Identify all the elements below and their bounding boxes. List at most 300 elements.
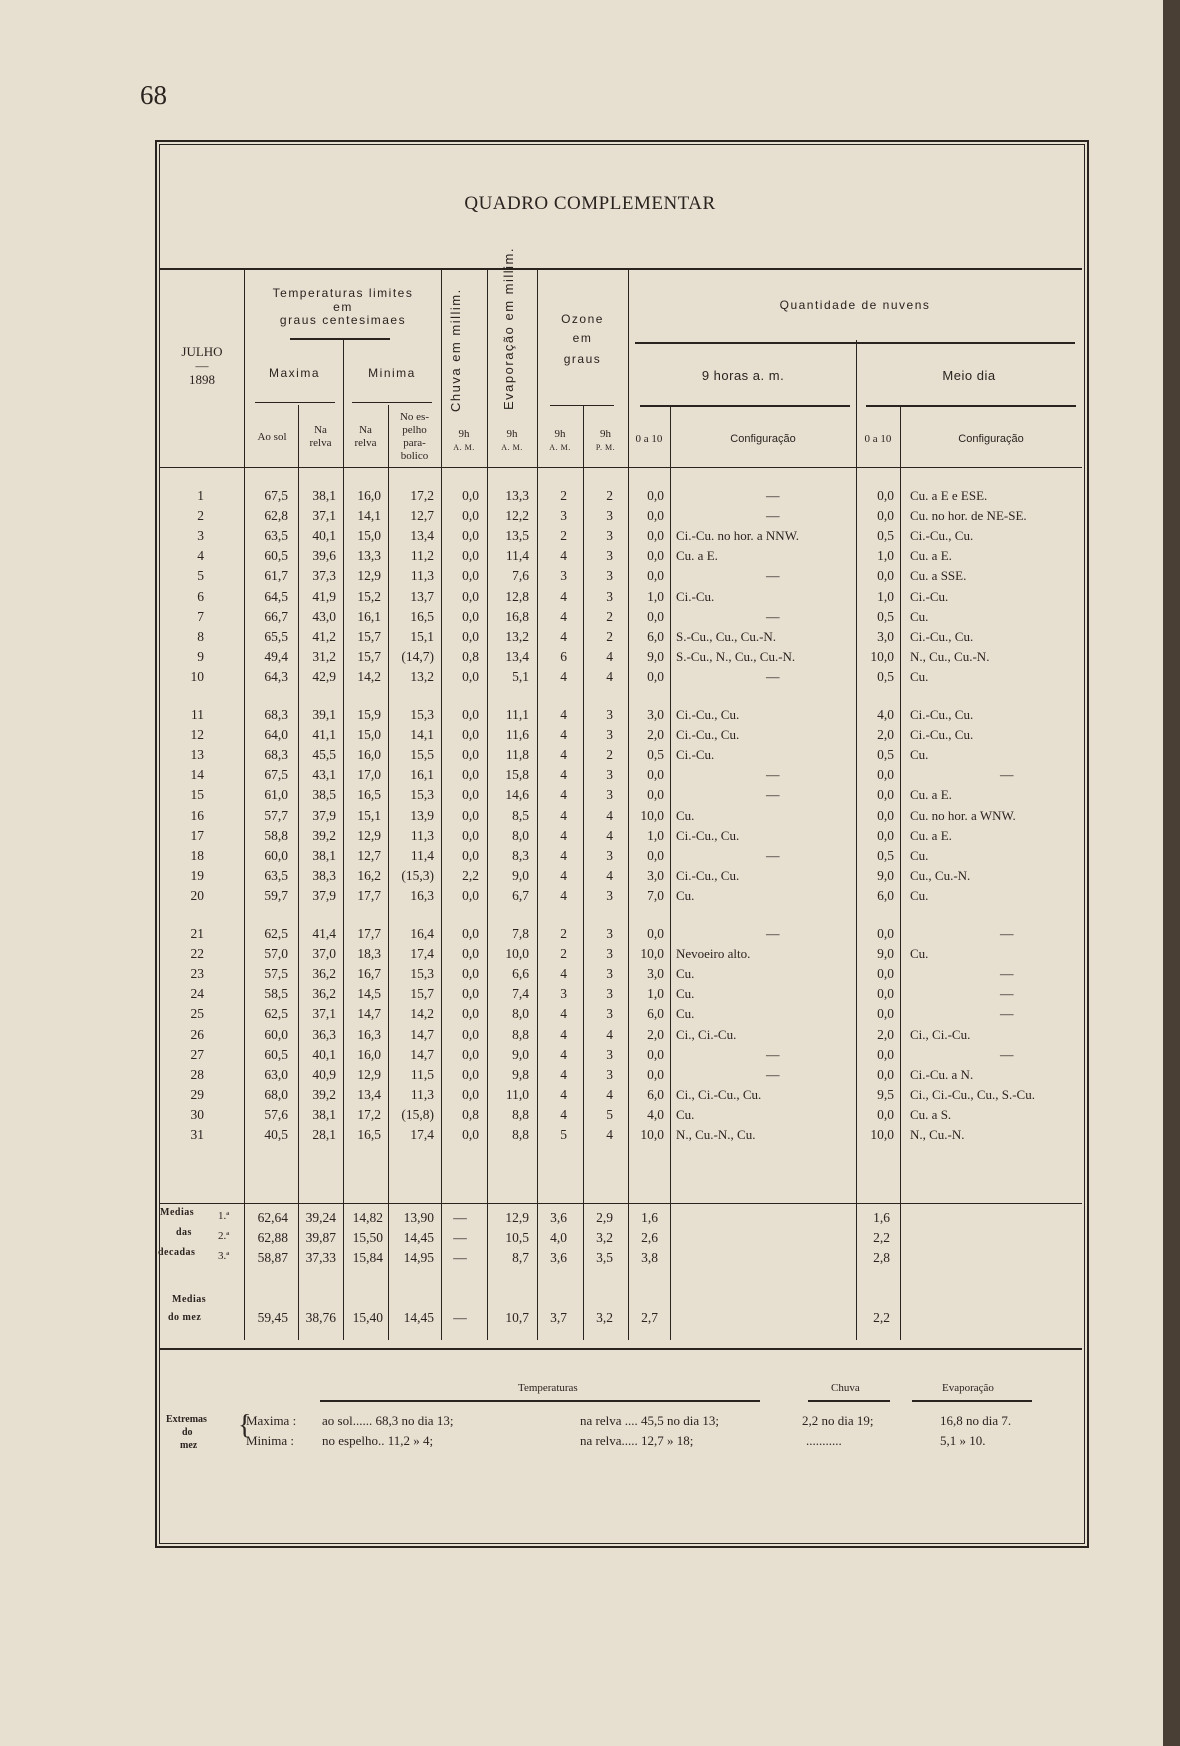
cell-nuvens-meio-dia: 2,0 [877,727,894,743]
cell-chuva: 0,0 [462,508,479,524]
cell-min-espelho: 16,4 [410,926,434,941]
cell-ozone-pm: 2 [606,628,613,644]
cell-chuva: 0,0 [462,588,479,604]
cell-nuvens-meio-dia: 0,0 [877,488,894,503]
cell-max-sol: 59,7 [264,887,288,903]
cell-max-sol: 49,4 [264,648,288,664]
cell-max-relva: 37,1 [312,1006,336,1022]
cell-day: 3 [197,528,204,544]
cell-config-meio-dia: Ci.-Cu., Cu. [910,628,974,644]
cell-chuva: 0,8 [462,1106,479,1122]
medias-row [0,1230,1180,1250]
cell-max-relva: 40,9 [312,1066,336,1082]
header-espelho-2: pelho [402,424,427,436]
cell-nuvens-9h: 0,0 [647,1066,664,1082]
cell-config-9h: Ci.-Cu. [676,588,715,604]
cell-evaporacao: 6,7 [512,887,529,903]
cell-max-sol: 60,0 [264,1026,288,1042]
cell-ozone-am: 4 [560,887,567,903]
medias-label-3: decadas [158,1247,196,1258]
cell-nuvens-meio-dia: 4,0 [877,707,894,722]
header-evap-9h: 9h [506,428,518,440]
cell-nuvens-9h: 7,0 [647,887,664,903]
medias-cell-min-relva: 15,84 [352,1250,383,1265]
mez-cell-max-sol: 59,45 [257,1310,288,1325]
cell-min-relva: 18,3 [357,946,381,962]
header-chuva-text: Chuva em millim. [448,288,463,412]
cell-config-9h: Ci.-Cu., Cu. [676,727,740,743]
cell-max-relva: 41,4 [312,926,336,941]
cell-min-relva: 16,2 [357,867,381,883]
cell-nuvens-meio-dia: 10,0 [870,1127,894,1142]
cell-nuvens-meio-dia: 3,0 [877,628,894,644]
cell-min-espelho: 15,3 [410,966,434,982]
cell-ozone-pm: 3 [606,707,613,722]
medias-cell-decada: 3.ª [218,1250,230,1262]
header-temp-limits: Temperaturas limites [272,286,414,300]
cell-max-sol: 66,7 [264,608,288,624]
cell-min-espelho: 15,5 [410,747,434,763]
cell-ozone-pm: 3 [606,767,613,783]
cell-ozone-pm: 4 [606,827,613,843]
table-row [0,548,1180,568]
cell-nuvens-meio-dia: 0,0 [877,966,894,982]
cell-min-espelho: 14,2 [410,1006,434,1022]
cell-max-sol: 40,5 [264,1127,288,1142]
medias-cell-min-relva: 14,82 [352,1210,383,1225]
cell-ozone-pm: 2 [606,747,613,763]
header-espelho-4: bolico [400,450,429,462]
table-row [0,926,1180,946]
mez-cell-ozone-am: 3,7 [550,1310,567,1325]
table-row [0,649,1180,669]
cell-chuva: 0,8 [462,648,479,664]
cell-max-relva: 37,9 [312,807,336,823]
cell-min-espelho: 16,1 [410,767,434,783]
cell-config-meio-dia: — [1000,966,1014,982]
cell-evaporacao: 11,0 [505,1086,529,1102]
table-row [0,508,1180,528]
cell-config-9h: Cu. a E. [676,548,718,564]
cell-config-meio-dia: Cu., Cu.-N. [910,867,971,883]
extremas-label-2: do [182,1427,193,1438]
medias-cell-ozone-am: 4,0 [550,1230,567,1245]
cell-ozone-pm: 4 [606,1127,613,1142]
header-config-1: Configuração [730,433,796,445]
cell-config-meio-dia: Cu. no hor. a WNW. [910,807,1016,823]
medias-cell-max-sol: 62,64 [257,1210,288,1225]
cell-config-meio-dia: Cu. [910,668,929,684]
brace-chuva [808,1400,890,1402]
cell-config-meio-dia: Cu. [910,946,929,962]
cell-min-relva: 16,1 [357,608,381,624]
cell-config-meio-dia: — [1000,1006,1014,1022]
cell-nuvens-meio-dia: 0,0 [877,926,894,941]
header-zero-dez-1: 0 a 10 [635,433,663,445]
cell-config-meio-dia: Cu. a E. [910,548,952,564]
cell-day: 2 [197,508,204,524]
cell-min-relva: 17,0 [357,767,381,783]
cell-min-relva: 15,0 [357,528,381,544]
page-number: 68 [140,80,167,110]
cell-min-relva: 12,9 [357,568,381,584]
cell-config-9h: Cu. [676,887,695,903]
cell-max-sol: 67,5 [264,488,288,503]
cell-min-espelho: 17,4 [410,1127,434,1142]
table-row [0,1006,1180,1026]
cell-ozone-pm: 3 [606,847,613,863]
table-row [0,629,1180,649]
table-row [0,767,1180,787]
cell-min-relva: 15,9 [357,707,381,722]
cell-min-relva: 16,5 [357,1127,381,1142]
cell-evaporacao: 8,0 [512,827,529,843]
cell-nuvens-9h: 0,0 [647,847,664,863]
cell-evaporacao: 8,5 [512,807,529,823]
cell-config-9h: Cu. [676,966,695,982]
cell-config-9h: — [766,847,780,863]
cell-min-espelho: 11,4 [410,847,434,863]
header-config-2: Configuração [958,433,1024,445]
cell-nuvens-9h: 0,0 [647,608,664,624]
cell-nuvens-meio-dia: 0,0 [877,986,894,1002]
cell-ozone-am: 2 [560,926,567,941]
extremas-min-chuva: ........... [806,1433,842,1448]
cell-ozone-am: 4 [560,608,567,624]
cell-evaporacao: 13,4 [505,648,529,664]
cell-evaporacao: 12,8 [505,588,529,604]
header-chuva-am: A. M. [453,443,475,452]
cell-max-sol: 62,5 [264,926,288,941]
cell-nuvens-9h: 0,0 [647,508,664,524]
cell-chuva: 0,0 [462,1127,479,1142]
medias-mez-label-2: do mez [168,1312,202,1323]
cell-evaporacao: 7,4 [512,986,529,1002]
cell-evaporacao: 8,8 [512,1127,529,1142]
cell-nuvens-meio-dia: 0,0 [877,1066,894,1082]
cell-nuvens-9h: 0,0 [647,488,664,503]
cell-config-meio-dia: Ci., Ci.-Cu. [910,1026,971,1042]
medias-cell-decada: 2.ª [218,1230,230,1242]
cell-min-espelho: 15,1 [410,628,434,644]
cell-day: 21 [190,926,204,941]
cell-ozone-am: 3 [560,986,567,1002]
cell-min-espelho: 17,4 [410,946,434,962]
cell-ozone-am: 4 [560,747,567,763]
extremas-max-chuva: 2,2 no dia 19; [802,1413,874,1428]
medias-row [0,1250,1180,1270]
cell-config-meio-dia: Cu. a E. [910,827,952,843]
cell-nuvens-meio-dia: 0,0 [877,1006,894,1022]
cell-min-relva: 16,7 [357,966,381,982]
medias-cell-ozone-pm: 3,5 [596,1250,613,1265]
header-julho: JULHO [181,344,223,359]
mez-cell-ozone-pm: 3,2 [596,1310,613,1325]
table-row [0,707,1180,727]
cell-chuva: 0,0 [462,707,479,722]
header-evaporacao [500,247,534,410]
header-na-relva-1a: Na [314,424,327,436]
cell-day: 6 [197,588,204,604]
cell-max-relva: 38,1 [312,488,336,503]
cell-chuva: 0,0 [462,787,479,803]
header-ozone-9h-pm: 9h [600,428,611,440]
cell-config-9h: Ci.-Cu. [676,747,715,763]
table-row [0,986,1180,1006]
medias-cell-nuvens-meio-dia: 2,8 [873,1250,890,1265]
cell-evaporacao: 13,5 [505,528,529,544]
header-nove-horas: 9 horas a. m. [701,368,785,383]
cell-nuvens-9h: 0,0 [647,767,664,783]
cell-ozone-pm: 3 [606,787,613,803]
extremas-min-relva: na relva..... 12,7 » 18; [580,1433,694,1448]
header-ozone: Ozone [561,312,604,326]
cell-max-sol: 63,5 [264,867,288,883]
cell-config-meio-dia: Cu. a S. [910,1106,952,1122]
medias-cell-max-sol: 62,88 [257,1230,288,1245]
cell-chuva: 0,0 [462,847,479,863]
medias-cell-ozone-am: 3,6 [550,1210,567,1225]
cell-min-espelho: 12,7 [410,508,434,524]
cell-nuvens-9h: 6,0 [647,1006,664,1022]
medias-cell-nuvens-9h: 2,6 [641,1230,658,1245]
cell-max-relva: 38,1 [312,847,336,863]
cell-chuva: 0,0 [462,747,479,763]
cell-min-espelho: (15,8) [401,1106,434,1122]
cell-evaporacao: 8,0 [512,1006,529,1022]
cell-evaporacao: 13,2 [505,628,529,644]
cell-nuvens-meio-dia: 6,0 [877,887,894,903]
brace-evaporacao [912,1400,1032,1402]
cell-min-espelho: 15,7 [410,986,434,1002]
cell-max-relva: 36,2 [312,966,336,982]
cell-max-sol: 68,0 [264,1086,288,1102]
extremas-max-relva: na relva .... 45,5 no dia 13; [580,1413,719,1428]
cell-day: 25 [190,1006,204,1022]
cell-min-relva: 15,7 [357,628,381,644]
cell-config-9h: — [766,767,780,783]
cell-day: 5 [197,568,204,584]
cell-max-relva: 38,3 [312,867,336,883]
cell-nuvens-9h: 0,0 [647,528,664,544]
cell-ozone-am: 4 [560,707,567,722]
cell-max-sol: 57,0 [264,946,288,962]
cell-min-espelho: 11,3 [410,568,434,584]
cell-max-relva: 39,1 [312,707,336,722]
cell-nuvens-9h: 9,0 [647,648,664,664]
cell-config-meio-dia: Cu. a E. [910,787,952,803]
cell-min-espelho: (14,7) [401,648,434,664]
cell-nuvens-9h: 1,0 [647,986,664,1002]
cell-max-sol: 60,5 [264,548,288,564]
cell-max-sol: 62,8 [264,508,288,524]
cell-evaporacao: 8,8 [512,1026,529,1042]
table-row [0,1087,1180,1107]
medias-cell-max-sol: 58,87 [257,1250,288,1265]
header-top-rule [160,268,1082,270]
cell-max-sol: 65,5 [264,628,288,644]
cell-min-relva: 16,0 [357,488,381,503]
cell-max-sol: 57,6 [264,1106,288,1122]
cell-config-meio-dia: — [1000,926,1014,941]
cell-min-espelho: 11,3 [410,827,434,843]
cell-chuva: 0,0 [462,628,479,644]
cell-ozone-pm: 3 [606,926,613,941]
cell-nuvens-9h: 10,0 [640,1127,664,1142]
cell-min-relva: 12,9 [357,1066,381,1082]
mez-cell-nuvens-meio-dia: 2,2 [873,1310,890,1325]
cell-min-relva: 14,1 [357,508,381,524]
cell-min-espelho: 15,3 [410,787,434,803]
cell-nuvens-meio-dia: 0,5 [877,747,894,763]
cell-ozone-am: 5 [560,1127,567,1142]
cell-evaporacao: 14,6 [505,787,529,803]
cell-config-9h: Nevoeiro alto. [676,946,751,962]
cell-config-meio-dia: Cu. a E e ESE. [910,488,988,503]
cell-ozone-am: 3 [560,568,567,584]
cell-config-9h: S.-Cu., Cu., Cu.-N. [676,628,777,644]
cell-evaporacao: 11,1 [505,707,529,722]
cell-min-espelho: 11,5 [410,1066,434,1082]
cell-config-meio-dia: N., Cu.-N. [910,1127,965,1142]
table-row [0,568,1180,588]
cell-min-espelho: 13,7 [410,588,434,604]
table-row [0,848,1180,868]
cell-day: 26 [190,1026,204,1042]
footer-top-rule [160,1348,1082,1350]
cell-ozone-am: 4 [560,1066,567,1082]
cell-evaporacao: 11,6 [505,727,529,743]
cell-evaporacao: 8,3 [512,847,529,863]
brace-nove [640,405,850,407]
cell-max-relva: 41,2 [312,628,336,644]
cell-ozone-am: 4 [560,1006,567,1022]
cell-max-sol: 64,0 [264,727,288,743]
cell-config-9h: Ci.-Cu., Cu. [676,707,740,722]
cell-nuvens-9h: 6,0 [647,628,664,644]
cell-evaporacao: 11,4 [505,548,529,564]
cell-max-relva: 39,2 [312,1086,336,1102]
cell-nuvens-meio-dia: 9,5 [877,1086,894,1102]
cell-chuva: 0,0 [462,528,479,544]
page-title: QUADRO COMPLEMENTAR [464,193,716,214]
header-na-relva-2a: Na [359,424,372,436]
cell-ozone-am: 4 [560,727,567,743]
cell-day: 17 [190,827,204,843]
cell-config-9h: — [766,488,780,503]
cell-evaporacao: 7,8 [512,926,529,941]
cell-ozone-am: 4 [560,827,567,843]
cell-config-meio-dia: Cu. no hor. de NE-SE. [910,508,1027,524]
cell-evaporacao: 10,0 [505,946,529,962]
cell-config-9h: — [766,926,780,941]
cell-max-relva: 43,0 [312,608,336,624]
cell-ozone-am: 4 [560,847,567,863]
cell-ozone-am: 2 [560,946,567,962]
cell-max-sol: 64,3 [264,668,288,684]
table-row [0,727,1180,747]
cell-nuvens-9h: 0,0 [647,787,664,803]
cell-config-meio-dia: Ci.-Cu., Cu. [910,727,974,743]
cell-day: 13 [190,747,204,763]
extremas-minima-label: Minima : [246,1433,295,1448]
cell-max-sol: 60,5 [264,1046,288,1062]
cell-evaporacao: 9,8 [512,1066,529,1082]
cell-config-9h: — [766,668,780,684]
cell-max-sol: 68,3 [264,747,288,763]
cell-max-relva: 28,1 [312,1127,336,1142]
cell-ozone-am: 3 [560,508,567,524]
cell-evaporacao: 8,8 [512,1106,529,1122]
medias-row [0,1210,1180,1230]
cell-chuva: 0,0 [462,668,479,684]
cell-config-9h: Cu. [676,1006,695,1022]
cell-nuvens-meio-dia: 0,0 [877,508,894,524]
cell-nuvens-meio-dia: 10,0 [870,648,894,664]
cell-max-sol: 63,5 [264,528,288,544]
header-chuva [447,288,481,412]
cell-max-relva: 37,1 [312,508,336,524]
cell-max-relva: 42,9 [312,668,336,684]
cell-evaporacao: 7,6 [512,568,529,584]
cell-max-sol: 62,5 [264,1006,288,1022]
cell-chuva: 0,0 [462,946,479,962]
cell-max-relva: 37,3 [312,568,336,584]
cell-nuvens-9h: 2,0 [647,727,664,743]
mez-cell-nuvens-9h: 2,7 [641,1310,658,1325]
cell-config-9h: Cu. [676,1106,695,1122]
cell-min-espelho: 11,3 [410,1086,434,1102]
cell-ozone-pm: 5 [606,1106,613,1122]
cell-min-relva: 17,7 [357,887,381,903]
cell-max-relva: 36,2 [312,986,336,1002]
cell-nuvens-9h: 6,0 [647,1086,664,1102]
cell-ozone-am: 4 [560,966,567,982]
medias-cell-ozone-am: 3,6 [550,1250,567,1265]
brace-temp [290,338,390,340]
cell-nuvens-meio-dia: 9,0 [877,867,894,883]
cell-ozone-pm: 3 [606,1046,613,1062]
cell-config-9h: Ci.-Cu., Cu. [676,867,740,883]
table-row [0,946,1180,966]
cell-ozone-pm: 3 [606,1066,613,1082]
cell-chuva: 0,0 [462,926,479,941]
cell-evaporacao: 15,8 [505,767,529,783]
medias-cell-chuva: — [453,1230,467,1245]
cell-chuva: 0,0 [462,727,479,743]
cell-config-meio-dia: Cu. [910,847,929,863]
cell-min-relva: 12,7 [357,847,381,863]
cell-ozone-am: 4 [560,548,567,564]
table-row [0,828,1180,848]
cell-ozone-pm: 4 [606,1026,613,1042]
mez-cell-max-relva: 38,76 [305,1310,336,1325]
cell-max-relva: 41,9 [312,588,336,604]
cell-max-relva: 37,9 [312,887,336,903]
header-ao-sol: Ao sol [257,431,287,443]
cell-max-sol: 67,5 [264,767,288,783]
cell-config-meio-dia: Ci.-Cu., Cu. [910,707,974,722]
cell-max-sol: 61,0 [264,787,288,803]
cell-ozone-am: 4 [560,668,567,684]
cell-config-9h: Ci., Ci.-Cu., Cu. [676,1086,762,1102]
cell-min-relva: 13,4 [357,1086,381,1102]
header-espelho-3: para- [403,437,426,449]
cell-chuva: 0,0 [462,1066,479,1082]
medias-mez-values [0,1310,1180,1330]
cell-config-meio-dia: Cu. [910,608,929,624]
cell-nuvens-9h: 3,0 [647,867,664,883]
